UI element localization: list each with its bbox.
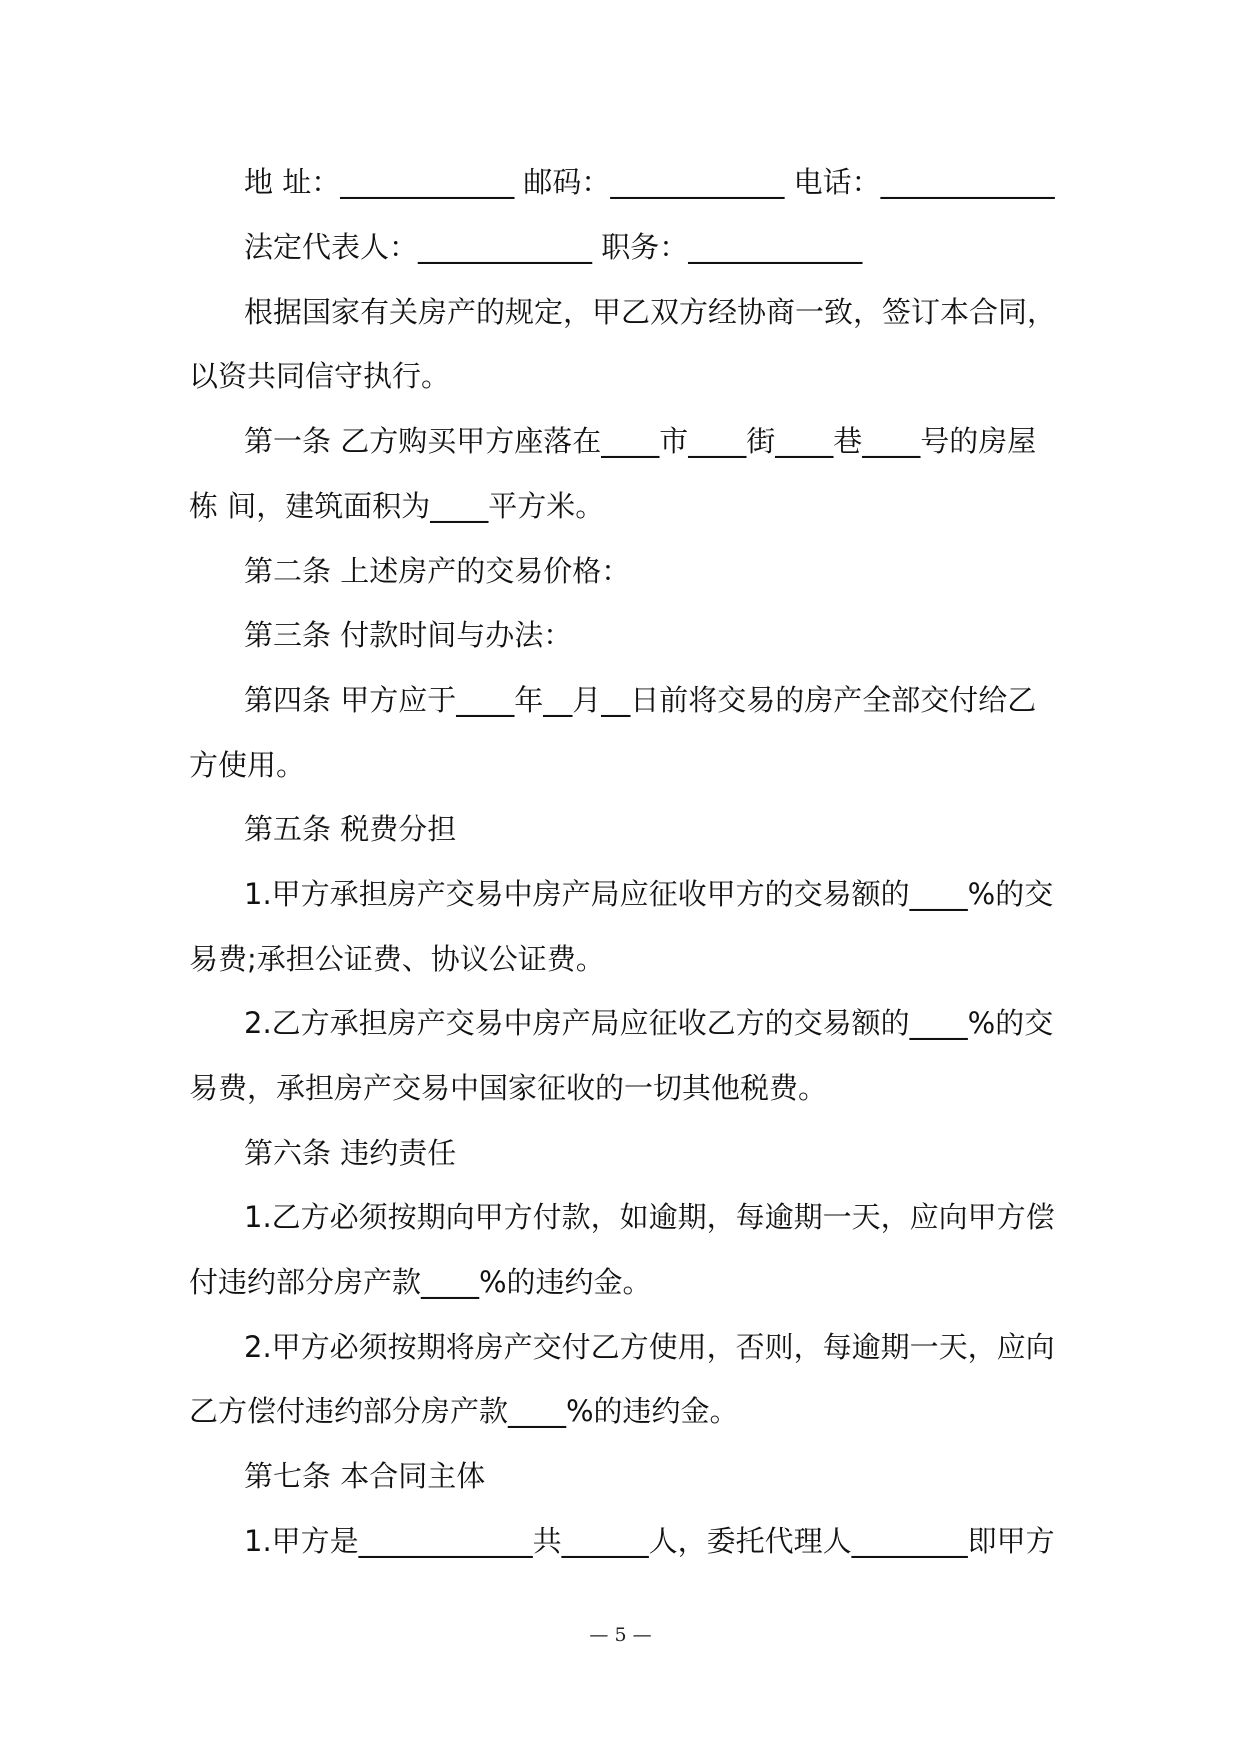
line-article-5-item-1-cont: 易费;承担公证费、协议公证费。 (189, 942, 605, 976)
line-article-5: 第五条 税费分担 (244, 812, 457, 846)
line-preamble-cont: 以资共同信守执行。 (189, 359, 451, 393)
line-article-7-item-1: 1.甲方是____________共______人，委托代理人________即甲方 (244, 1524, 1055, 1558)
line-article-6: 第六条 违约责任 (244, 1136, 457, 1170)
line-article-6-item-2: 2.甲方必须按期将房产交付乙方使用，否则，每逾期一天，应向 (244, 1330, 1055, 1364)
line-preamble: 根据国家有关房产的规定，甲乙双方经协商一致，签订本合同， (244, 295, 1057, 329)
line-article-5-item-2-cont: 易费，承担房产交易中国家征收的一切其他税费。 (189, 1071, 828, 1105)
line-article-2: 第二条 上述房产的交易价格： (244, 554, 631, 588)
line-legal-representative: 法定代表人：____________ 职务：____________ (244, 230, 863, 264)
line-article-4-cont: 方使用。 (189, 748, 306, 782)
page-number: — 5 — (589, 1624, 652, 1646)
line-article-6-item-1: 1.乙方必须按期向甲方付款，如逾期，每逾期一天，应向甲方偿 (244, 1200, 1055, 1234)
line-article-1: 第一条 乙方购买甲方座落在____市____街____巷____号的房屋 (244, 424, 1037, 458)
line-article-5-item-1: 1.甲方承担房产交易中房产局应征收甲方的交易额的____%的交 (244, 877, 1054, 911)
line-article-7: 第七条 本合同主体 (244, 1459, 486, 1493)
line-address-contact: 地 址：____________ 邮码：____________ 电话：____________ (244, 165, 1055, 199)
line-article-4: 第四条 甲方应于____年__月__日前将交易的房产全部交付给乙 (244, 683, 1037, 717)
line-article-6-item-2-cont: 乙方偿付违约部分房产款____%的违约金。 (189, 1394, 739, 1428)
line-article-3: 第三条 付款时间与办法： (244, 618, 573, 652)
line-article-6-item-1-cont: 付违约部分房产款____%的违约金。 (189, 1265, 652, 1299)
line-article-5-item-2: 2.乙方承担房产交易中房产局应征收乙方的交易额的____%的交 (244, 1006, 1054, 1040)
line-article-1-cont: 栋 间，建筑面积为____平方米。 (189, 489, 605, 523)
